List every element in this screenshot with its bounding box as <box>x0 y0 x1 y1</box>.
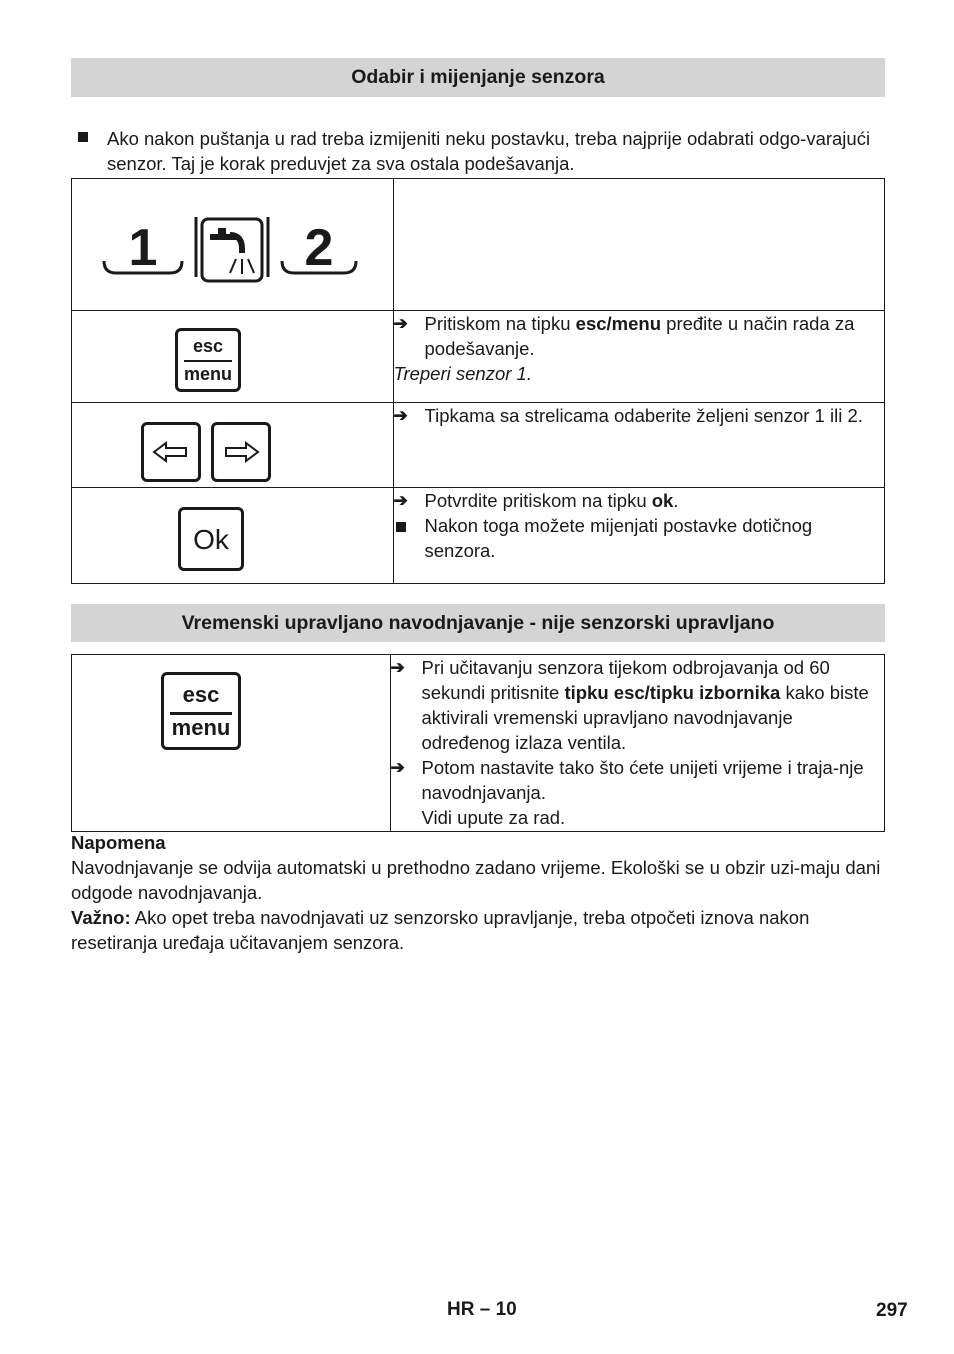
list-item: Nakon toga možete mijenjati postavke dotičnog senzora. <box>394 513 884 563</box>
note-heading: Napomena <box>71 832 166 853</box>
bullet-square-icon <box>78 132 88 142</box>
arrow-right-icon: ➔ <box>393 314 408 333</box>
empty-cell <box>393 179 884 311</box>
arrow-right-icon: ➔ <box>393 406 408 425</box>
arrow-keys-cell <box>72 403 394 488</box>
sensor-number-2: 2 <box>304 219 334 277</box>
sensor-display-icon <box>72 179 394 311</box>
sensor-steps-table <box>71 178 885 584</box>
table-row-display <box>72 179 885 311</box>
page-number: 297 <box>876 1300 908 1321</box>
table-row-esc <box>72 311 885 403</box>
esc-instruction-cell <box>393 311 884 403</box>
important-text: Ako opet treba navodnjavati uz senzorsko upravljanje, treba otpočeti iznova nakon resetiranja uređaja učitavanjem senzora. <box>71 907 810 953</box>
left-arrow-key[interactable] <box>141 422 201 482</box>
list-item: ➔ Potom nastavite tako što ćete unijeti vrijeme i traja-nje navodnjavanja. <box>390 757 864 803</box>
list-item: ➔ Tipkama sa strelicama odaberite željeni senzor 1 ili 2. <box>393 405 863 426</box>
note-text: Navodnjavanje se odvija automatski u prethodno zadano vrijeme. Ekološki se u obzir uzi-maju dani odgode navodnjavanja. <box>71 857 881 903</box>
table-row-esc-timed <box>72 655 885 832</box>
display-cell <box>72 179 394 311</box>
ok-key-label: Ok <box>193 524 229 555</box>
arrow-right-icon: ➔ <box>393 491 408 510</box>
table-row-arrows <box>72 403 885 488</box>
ok-key-cell <box>72 488 394 584</box>
right-arrow-key[interactable] <box>211 422 271 482</box>
menu-key-label: menu <box>171 715 231 740</box>
list-item: ➔ Potvrdite pritiskom na tipku ok. <box>393 490 679 511</box>
water-tap-icon <box>210 228 254 274</box>
sensor-number-1: 1 <box>128 219 158 277</box>
section-heading-timed-irrigation: Vremenski upravljano navodnjavanje - nije senzorski upravljano <box>71 604 885 642</box>
note-block <box>71 830 885 955</box>
important-paragraph <box>71 905 885 955</box>
arrow-right-icon <box>214 425 268 479</box>
esc-key-label: esc <box>192 336 224 356</box>
timed-instruction-cell <box>390 655 884 832</box>
ok-instruction-cell <box>393 488 884 584</box>
arrow-right-icon: ➔ <box>390 658 405 677</box>
esc-key-cell <box>72 311 394 403</box>
table-row-ok <box>72 488 885 584</box>
key-divider <box>184 360 232 362</box>
menu-key-label: menu <box>183 364 232 384</box>
esc-key-cell <box>72 655 391 832</box>
blink-note: Treperi senzor 1. <box>393 363 532 384</box>
important-label: Važno: <box>71 907 131 928</box>
arrow-instruction-cell <box>393 403 884 488</box>
esc-key-label: esc <box>182 682 220 707</box>
esc-menu-key-large[interactable] <box>161 672 241 750</box>
footer-section-label: HR – 10 <box>447 1299 517 1320</box>
ok-key[interactable] <box>178 507 244 571</box>
intro-paragraph <box>107 126 885 176</box>
esc-menu-key[interactable] <box>175 328 241 392</box>
timed-irrigation-table <box>71 654 885 832</box>
bullet-square-icon <box>396 522 406 532</box>
manual-reference: Vidi upute za rad. <box>421 807 566 828</box>
intro-text: Ako nakon puštanja u rad treba izmijeniti neku postavku, treba najprije odabrati odgo-varajući senzor. Taj je korak preduvjet za sva ostala podešavanja. <box>107 128 871 174</box>
section-heading-sensor-selection: Odabir i mijenjanje senzora <box>71 58 885 97</box>
arrow-left-icon <box>144 425 198 479</box>
list-item: ➔ Pritiskom na tipku esc/menu pređite u način rada za podešavanje. <box>393 313 855 359</box>
list-item: ➔ Pri učitavanju senzora tijekom odbrojavanja od 60 sekundi pritisnite tipku esc/tipku izbornika kako biste aktivirali vremenski upravljano navodnjavanje određenog izlaza ventila. <box>390 657 869 753</box>
arrow-right-icon: ➔ <box>390 758 405 777</box>
